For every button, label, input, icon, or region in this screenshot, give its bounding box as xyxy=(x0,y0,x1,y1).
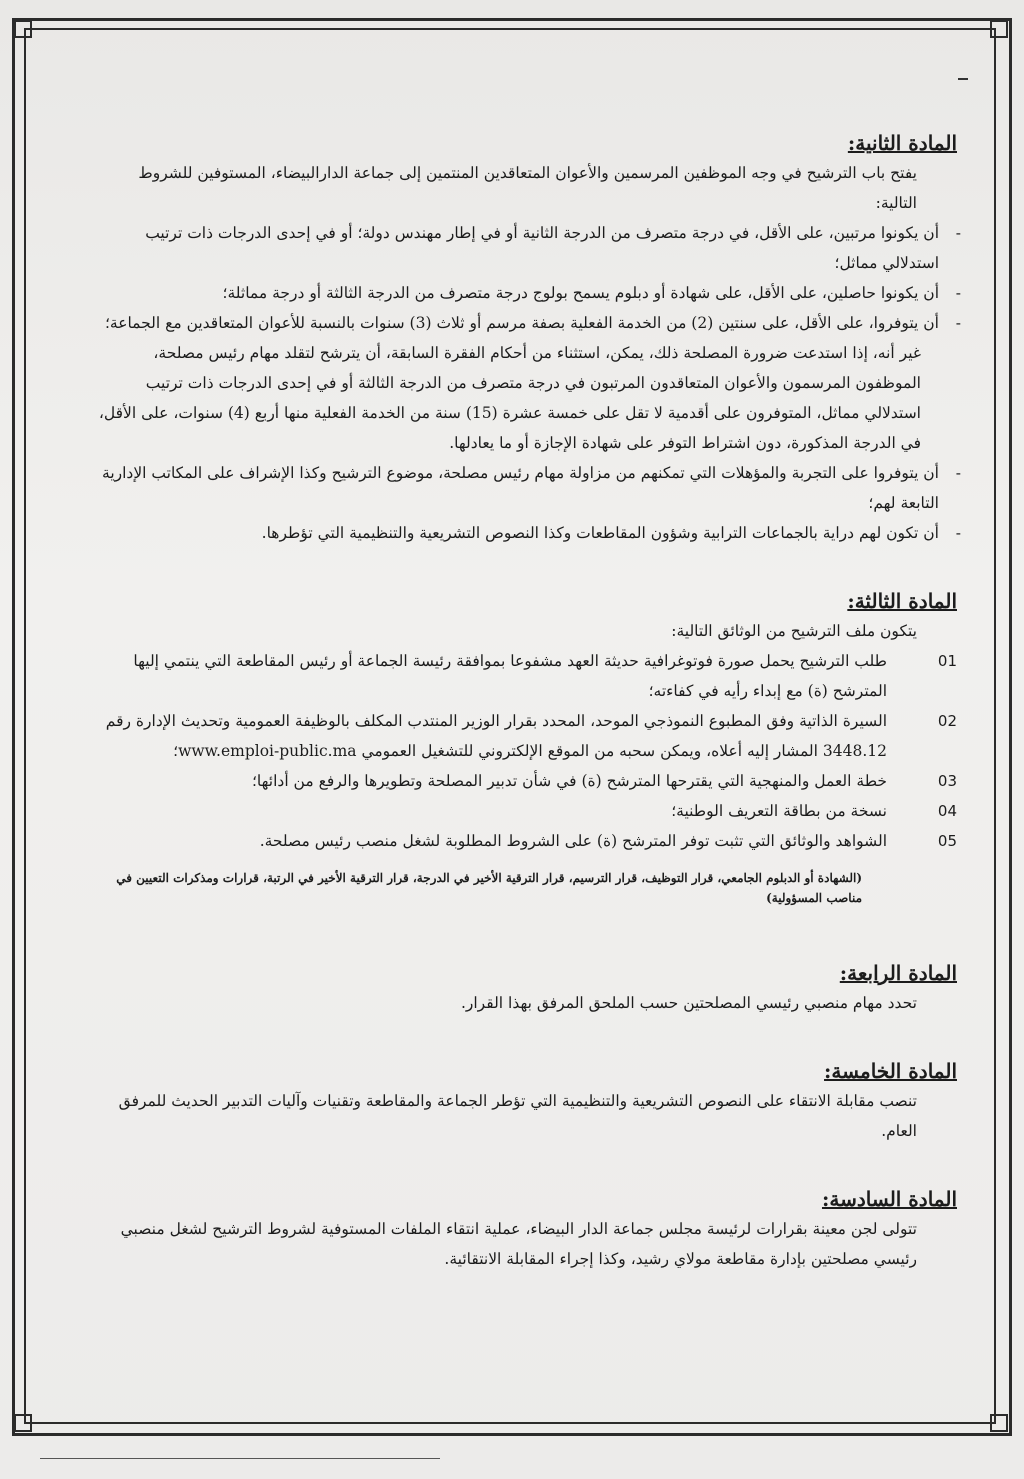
item-number: 02 xyxy=(937,712,957,730)
article-5 xyxy=(95,1056,957,1146)
document-body xyxy=(95,128,957,1274)
list-item xyxy=(95,706,957,766)
article-6 xyxy=(95,1184,957,1274)
article-2-conditions xyxy=(95,218,957,548)
item-number: 03 xyxy=(937,772,957,790)
item-number: 05 xyxy=(937,832,957,850)
item-number: 04 xyxy=(937,802,957,820)
list-item xyxy=(95,796,957,826)
border-corner-ornament xyxy=(990,20,1008,38)
article-6-heading: المادة السادسة: xyxy=(821,1187,957,1211)
border-corner-ornament xyxy=(990,1414,1008,1432)
item-text: نسخة من بطاقة التعريف الوطنية؛ xyxy=(671,802,887,820)
item-text: الشواهد والوثائق التي تثبت توفر المترشح (ة) على الشروط المطلوبة لشغل منصب رئيس مصلحة. xyxy=(259,832,887,850)
list-item xyxy=(95,646,957,706)
border-corner-ornament xyxy=(14,20,32,38)
article-4 xyxy=(95,958,957,1018)
article-3-intro: يتكون ملف الترشيح من الوثائق التالية: xyxy=(671,622,917,640)
article-4-text: تحدد مهام منصبي رئيسي المصلحتين حسب الملحق المرفق بهذا القرار. xyxy=(460,994,917,1012)
border-corner-ornament xyxy=(14,1414,32,1432)
article-5-text: تنصب مقابلة الانتقاء على النصوص التشريعية والتنظيمية التي تؤطر الجماعة والمقاطعة وتقنيات وآليات التدبير الحديث للمرفق العام. xyxy=(118,1092,917,1140)
list-item xyxy=(95,826,957,856)
list-item: - أن تكون لهم دراية بالجماعات الترابية وشؤون المقاطعات وكذا النصوص التشريعية والتنظيمية التي تؤطرها. xyxy=(95,518,957,548)
article-2-exception: غير أنه، إذا استدعت ضرورة المصلحة ذلك، يمكن، استثناء من أحكام الفقرة السابقة، أن يترشح لتقلد مهام رئيس مصلحة، الموظفون المرسمون والأعوان المتعاقدون المرتبون في درجة متصرف من الدرجة الثالثة أو في إحدى الدرجات ذات ترتيب استدلالي مماثل، المتوفرون على أقدمية لا تقل على خمسة عشرة (15) سنة من الخدمة الفعلية منها أربع (4) سنوات، على الأقل، في الدرجة المذكورة، دون اشتراط التوفر على شهادة الإجازة أو ما يعادلها. xyxy=(98,344,921,452)
article-2-intro: يفتح باب الترشيح في وجه الموظفين المرسمين والأعوان المتعاقدين المنتمين إلى جماعة الدارالبيضاء، المستوفين للشروط التالية: xyxy=(138,164,917,212)
list-item: - أن يكونوا حاصلين، على الأقل، على شهادة أو دبلوم يسمح بولوج درجة متصرف من الدرجة الثالثة أو درجة مماثلة؛ xyxy=(95,278,957,308)
article-6-text: تتولى لجن معينة بقرارات لرئيسة مجلس جماعة الدار البيضاء، عملية انتقاء الملفات المستوفية لشروط الترشيح لشغل منصبي رئيسي مصلحتين بإدارة مقاطعة مولاي رشيد، وكذا إجراء المقابلة الانتقائية. xyxy=(120,1220,917,1268)
margin-mark xyxy=(958,78,968,80)
article-3-documents xyxy=(95,646,957,856)
footer-rule xyxy=(40,1458,440,1459)
item-text: طلب الترشيح يحمل صورة فوتوغرافية حديثة العهد مشفوعا بموافقة رئيسة الجماعة أو رئيس المقاطعة التي ينتمي إليها المترشح (ة) مع إبداء رأيه في كفاءته؛ xyxy=(133,652,887,700)
item-text: السيرة الذاتية وفق المطبوع النموذجي الموحد، المحدد بقرار الوزير المنتدب المكلف بالوظيفة العمومية وتحديث الإدارة رقم 3448.12 المشار إليه أعلاه، ويمكن سحبه من الموقع الإلكتروني للتشغيل العمومي www.emploi-public.ma؛ xyxy=(105,712,887,760)
article-5-heading: المادة الخامسة: xyxy=(824,1059,957,1083)
article-2 xyxy=(95,128,957,548)
item-text: خطة العمل والمنهجية التي يقترحها المترشح (ة) في شأن تدبير المصلحة وتطويرها والرفع من أدائها؛ xyxy=(252,772,887,790)
list-item xyxy=(95,766,957,796)
list-item: - أن يكونوا مرتبين، على الأقل، في درجة متصرف من الدرجة الثانية أو في إطار مهندس دولة؛ أو في إحدى الدرجات ذات ترتيب استدلالي مماثل؛ xyxy=(95,218,957,278)
article-4-heading: المادة الرابعة: xyxy=(839,961,957,985)
list-item-text: أن يتوفروا، على الأقل، على سنتين (2) من الخدمة الفعلية بصفة مرسم أو ثلاث (3) سنوات بالنسبة للأعوان المتعاقدين مع الجماعة؛ xyxy=(104,314,939,332)
article-3 xyxy=(95,586,957,908)
article-3-heading: المادة الثالثة: xyxy=(847,589,957,613)
list-item xyxy=(95,308,957,458)
list-item: - أن يتوفروا على التجربة والمؤهلات التي تمكنهم من مزاولة مهام رئيس مصلحة، موضوع الترشيح وكذا الإشراف على المكاتب الإدارية التابعة لهم؛ xyxy=(95,458,957,518)
article-2-heading: المادة الثانية: xyxy=(847,131,957,155)
article-3-note: (الشهادة أو الدبلوم الجامعي، قرار التوظيف، قرار الترسيم، قرار الترقية الأخير في الدرجة، قرار الترقية الأخير في الرتبة، قرارات ومذكرات التعيين في مناصب المسؤولية) xyxy=(116,871,862,905)
item-number: 01 xyxy=(937,652,957,670)
